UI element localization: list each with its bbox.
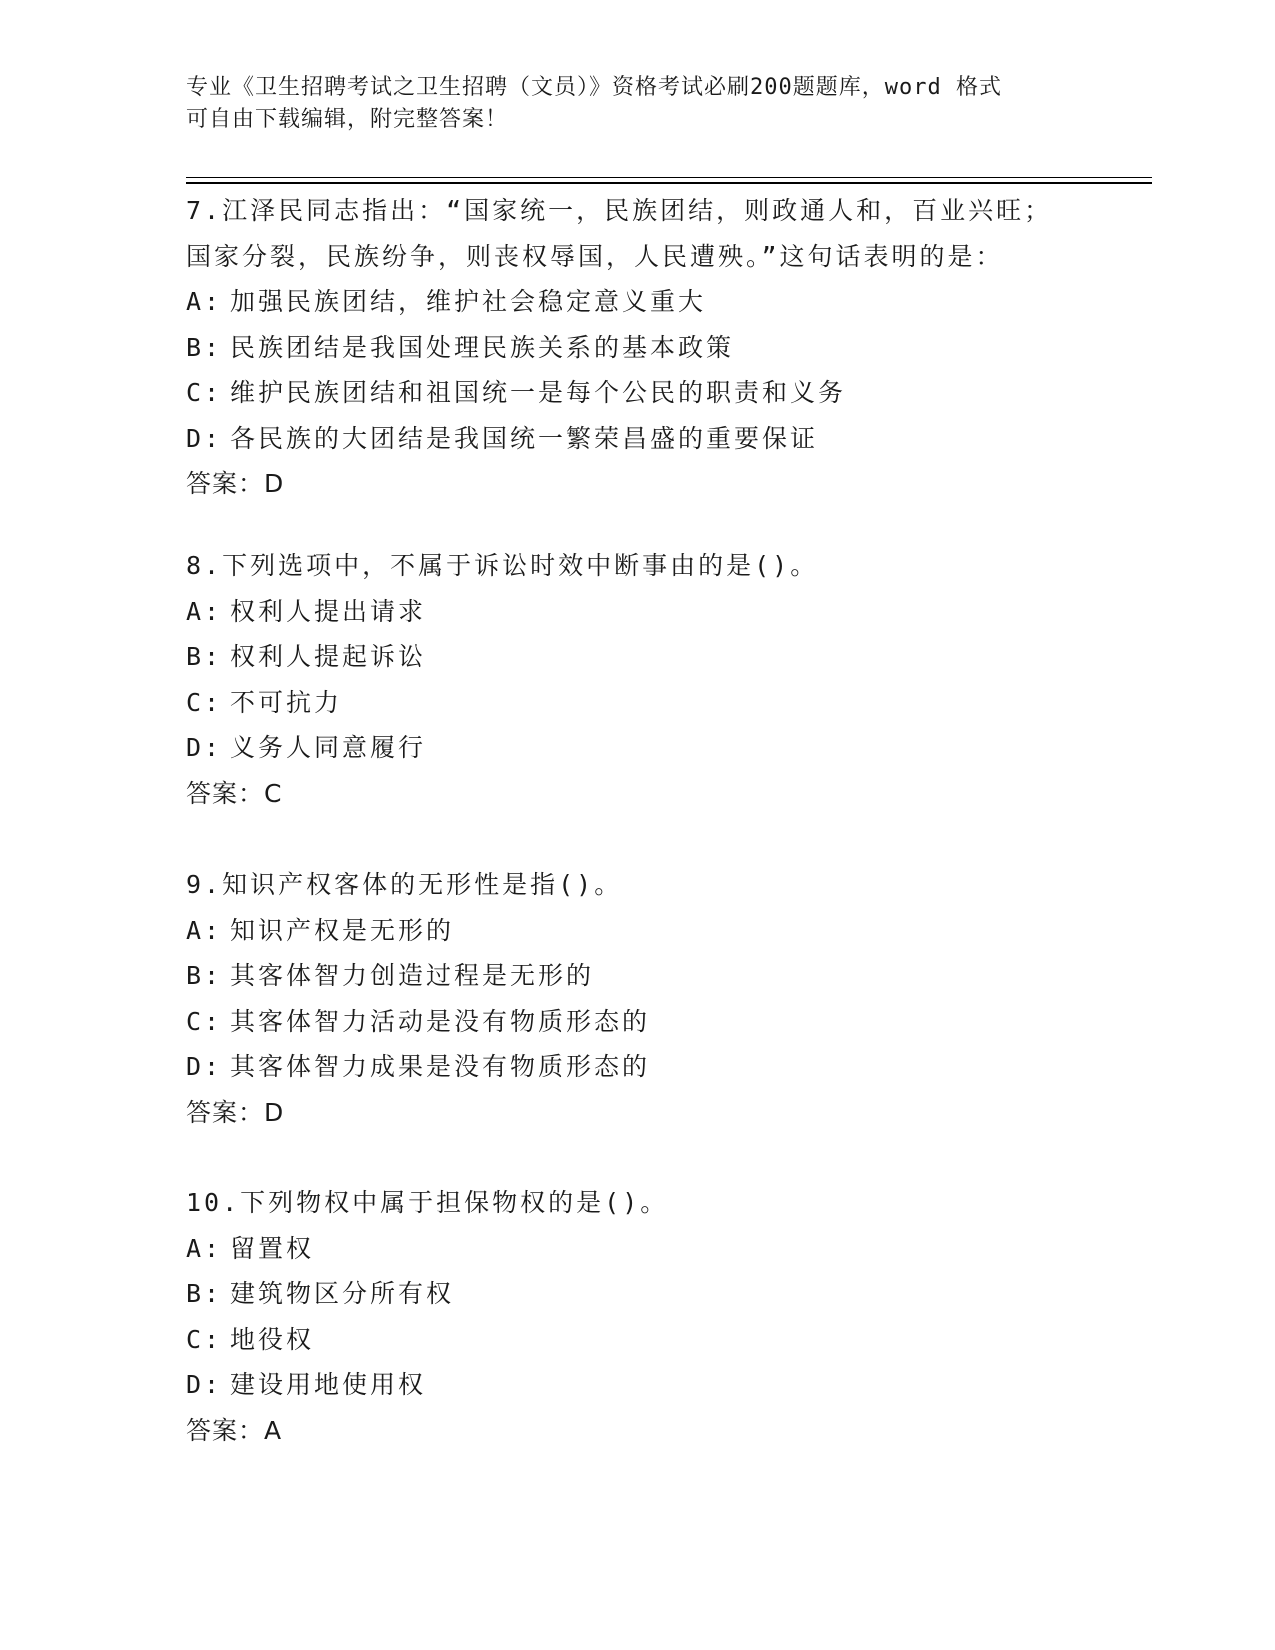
option-text: 其客体智力活动是没有物质形态的 xyxy=(230,1006,651,1036)
option-text: 留置权 xyxy=(230,1233,315,1263)
option-a xyxy=(186,908,1146,954)
option-key: D: xyxy=(186,733,223,762)
question-10 xyxy=(186,1180,1146,1453)
option-text: 维护民族团结和祖国统一是每个公民的职责和义务 xyxy=(230,378,847,407)
option-text: 地役权 xyxy=(230,1324,315,1354)
option-text: 民族团结是我国处理民族关系的基本政策 xyxy=(230,332,735,362)
question-8 xyxy=(186,543,1146,816)
option-text: 义务人同意履行 xyxy=(230,733,427,762)
option-c xyxy=(186,999,1146,1045)
option-key: B: xyxy=(186,961,223,990)
option-text: 加强民族团结，维护社会稳定意义重大 xyxy=(230,287,707,316)
header-divider-thick xyxy=(186,182,1152,184)
question-9 xyxy=(186,862,1146,1135)
option-text: 知识产权是无形的 xyxy=(230,915,455,945)
question-stem: 8.下列选项中，不属于诉讼时效中断事由的是()。 xyxy=(186,551,819,580)
option-key: D: xyxy=(186,1052,223,1081)
option-key: A: xyxy=(186,596,223,626)
question-stem: 9.知识产权客体的无形性是指()。 xyxy=(186,870,623,899)
option-key: A: xyxy=(186,287,223,316)
header-line-1: 专业《卫生招聘考试之卫生招聘（文员）》资格考试必刷200题题库，word 格式 xyxy=(186,75,1002,100)
option-d xyxy=(186,1044,1146,1090)
question-stem: 10.下列物权中属于担保物权的是()。 xyxy=(186,1188,669,1217)
option-key: D: xyxy=(186,1370,223,1399)
option-text: 其客体智力成果是没有物质形态的 xyxy=(230,1052,651,1081)
option-key: B: xyxy=(186,642,223,671)
answer-line: 答案：C xyxy=(186,778,283,808)
option-key: C: xyxy=(186,687,223,717)
option-text: 建设用地使用权 xyxy=(230,1370,427,1399)
question-stem: 国家分裂，民族纷争，则丧权辱国，人民遭殃。”这句话表明的是： xyxy=(186,241,1004,271)
option-text: 各民族的大团结是我国统一繁荣昌盛的重要保证 xyxy=(230,423,819,453)
option-text: 权利人提出请求 xyxy=(230,596,427,626)
question-stem: 7.江泽民同志指出：“国家统一，民族团结，则政通人和，百业兴旺； xyxy=(186,196,1053,225)
question-7 xyxy=(186,188,1146,507)
answer-line: 答案：D xyxy=(186,1097,285,1127)
option-key: B: xyxy=(186,332,223,362)
header-divider-thin xyxy=(186,177,1152,178)
option-text: 建筑物区分所有权 xyxy=(230,1279,455,1308)
option-text: 不可抗力 xyxy=(230,687,343,717)
option-key: D: xyxy=(186,423,223,453)
option-b xyxy=(186,325,1146,371)
option-b xyxy=(186,1271,1146,1317)
document-header xyxy=(186,72,1066,136)
option-a xyxy=(186,1226,1146,1272)
option-key: C: xyxy=(186,1324,223,1354)
option-key: A: xyxy=(186,1233,223,1263)
option-b xyxy=(186,634,1146,680)
option-d xyxy=(186,416,1146,462)
answer-line: 答案：A xyxy=(186,1415,283,1445)
option-key: A: xyxy=(186,915,223,945)
option-c xyxy=(186,680,1146,726)
option-key: C: xyxy=(186,1006,223,1036)
option-a xyxy=(186,279,1146,325)
option-c xyxy=(186,370,1146,416)
header-line-2: 可自由下载编辑，附完整答案！ xyxy=(186,107,509,132)
option-d xyxy=(186,1362,1146,1408)
option-text: 其客体智力创造过程是无形的 xyxy=(230,961,595,990)
option-c xyxy=(186,1317,1146,1363)
answer-line: 答案：D xyxy=(186,469,285,498)
option-d xyxy=(186,725,1146,771)
option-b xyxy=(186,953,1146,999)
option-key: C: xyxy=(186,378,223,407)
option-text: 权利人提起诉讼 xyxy=(230,642,427,671)
option-a xyxy=(186,589,1146,635)
option-key: B: xyxy=(186,1279,223,1308)
